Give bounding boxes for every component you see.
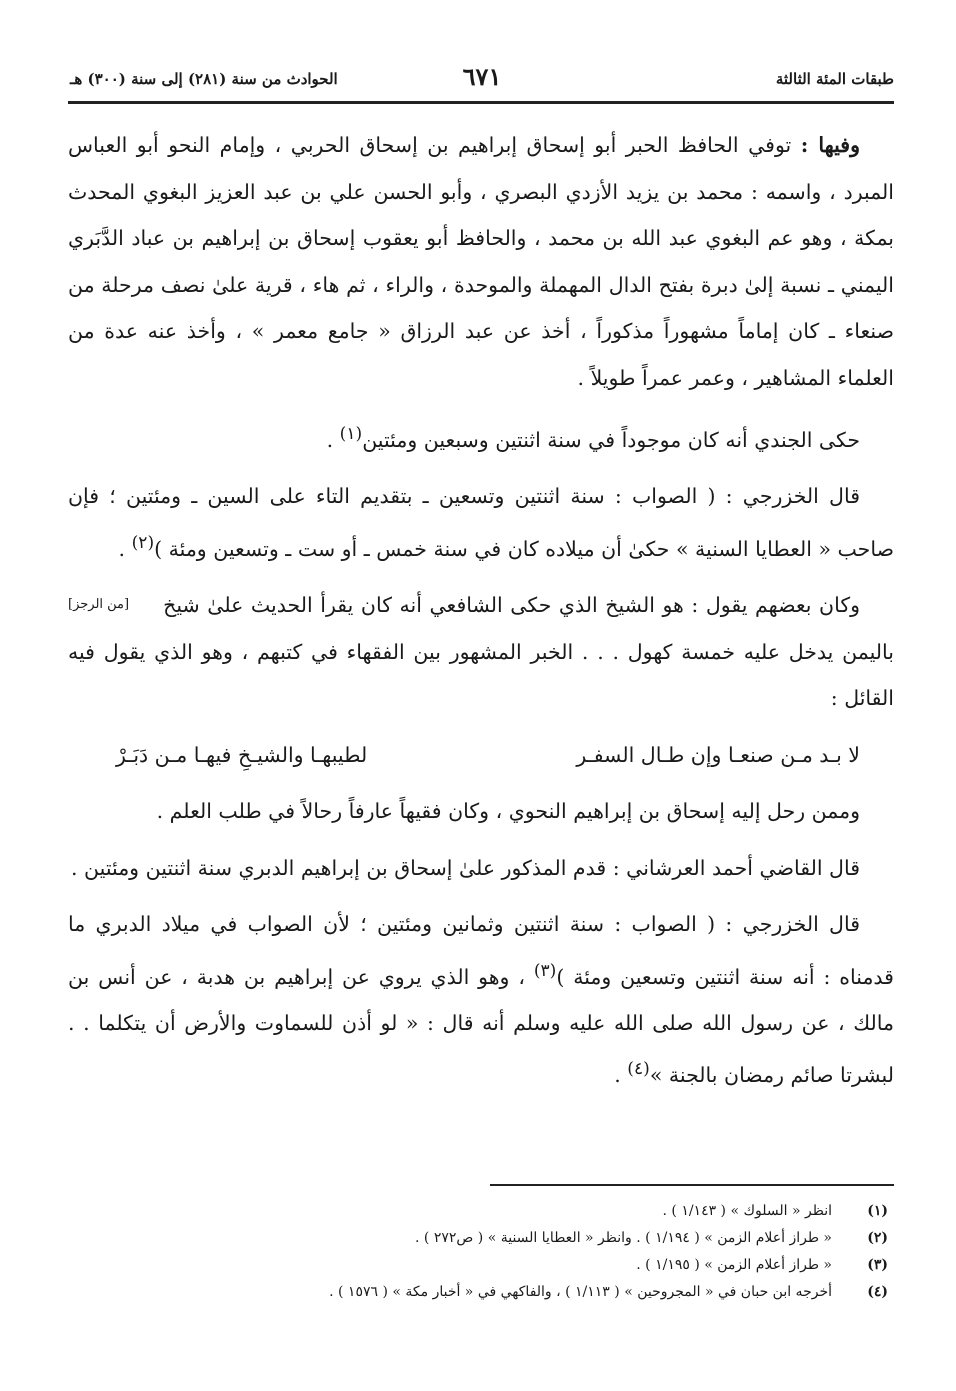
page-number: ٦٧١	[462, 62, 502, 91]
paragraph-1	[68, 122, 894, 401]
paragraph-3-text: قال الخزرجي : ( الصواب : سنة اثنتين وتسعين ـ بتقديم التاء على السين ـ ومئتين ؛ فإن صاحب « العطايا السنية » حكىٰ أن ميلاده كان في سنة خمس ـ أو ست ـ وتسعين ومئة )	[68, 484, 894, 561]
paragraph-lead-word: وفيها :	[800, 133, 860, 157]
paragraph-3-end: .	[118, 536, 132, 561]
verse-first-hemistich: لا بـد مـن صنعـا وإن طـال السفـر	[576, 742, 860, 767]
paragraph-7-text-a: قال الخزرجي : ( الصواب : سنة اثنتين وثمانين ومئتين ؛ لأن الصواب في ميلاد الدبري ما قدمناه : أنه سنة اثنتين وتسعين ومئة )	[68, 912, 894, 989]
paragraph-7-end: .	[614, 1063, 628, 1088]
footnote-divider	[490, 1184, 894, 1186]
footnote-item	[68, 1225, 894, 1252]
paragraph-2-end: .	[326, 427, 340, 452]
poetry-verse	[68, 732, 894, 779]
footnote-ref-3[interactable]: (٣)	[533, 960, 557, 981]
paragraph-6: قال القاضي أحمد العرشاني : قدم المذكور علىٰ إسحاق بن إبراهيم الدبري سنة اثنتين ومئتين .	[71, 855, 860, 880]
footnote-text: انظر « السلوك » ( ١/١٤٣ ) .	[662, 1203, 832, 1219]
paragraph-3	[68, 473, 894, 572]
paragraph-4-text: وكان بعضهم يقول : هو الشيخ الذي حكى الشافعي أنه كان يقرأ الحديث علىٰ شيخ باليمن يدخل عليه خمسة كهول . . . الخبر المشهور بين الفقهاء في كتبهم ، وهو الذي يقول فيه القائل :	[68, 593, 894, 711]
header-chapter-range: الحوادث من سنة (٢٨١) إلى سنة (٣٠٠) هـ	[70, 70, 338, 88]
header-divider	[68, 101, 894, 104]
paragraph-2	[68, 411, 894, 463]
footnote-text: أخرجه ابن حبان في « المجروحين » ( ١/١١٣ ) ، والفاكهي في « أخبار مكة » ( ١٥٧٦ ) .	[329, 1284, 832, 1300]
header-book-section: طبقات المئة الثالثة	[775, 70, 894, 88]
paragraph-2-text: حكى الجندي أنه كان موجوداً في سنة اثنتين وسبعين ومئتين	[362, 427, 860, 452]
footnote-item	[68, 1198, 894, 1225]
footnote-number: (٢)	[867, 1230, 888, 1246]
running-header	[70, 62, 894, 102]
footnotes	[68, 1198, 894, 1306]
paragraph-7	[68, 901, 894, 1099]
verse-meter-label: [من الرجز]	[68, 597, 130, 613]
footnote-number: (٣)	[867, 1257, 888, 1273]
paragraph-7-text-b: ، وهو الذي يروي عن إبراهيم بن هدبة ، عن أنس بن مالك ، عن رسول الله صلى الله عليه وسلم أنه قال : « لو أذن للسماوت والأرض أن يتكلما . . لبشرتا صائم رمضان بالجنة »	[68, 964, 894, 1088]
paragraph-4	[68, 582, 894, 722]
footnote-ref-2[interactable]: (٢)	[131, 532, 155, 553]
footnote-text: « طراز أعلام الزمن » ( ١/١٩٤ ) . وانظر « العطايا السنية » ( ص٢٧٢ ) .	[415, 1230, 832, 1246]
footnote-number: (٤)	[867, 1284, 888, 1300]
paragraph-1-text: توفي الحافظ الحبر أبو إسحاق إبراهيم بن إسحاق الحربي ، وإمام النحو أبو العباس المبرد ، واسمه : محمد بن يزيد الأزدي البصري ، وأبو الحسن علي بن عبد العزيز البغوي المحدث بمكة ، وهو عم البغوي عبد الله بن محمد ، والحافظ أبو يعقوب إسحاق بن إبراهيم بن عباد الدَّبَري اليمني ـ نسبة إلىٰ دبرة بفتح الدال المهملة والموحدة ، والراء ، ثم هاء ، قرية علىٰ نصف مرحلة من صنعاء ـ كان إماماً مشهوراً مذكوراً ، أخذ عن عبد الرزاق « جامع معمر » ، وأخذ عنه عدة من العلماء المشاهير ، وعمر عمراً طويلاً .	[68, 133, 894, 390]
paragraph-5: وممن رحل إليه إسحاق بن إبراهيم النحوي ، وكان فقيهاً عارفاً رحالاً في طلب العلم .	[156, 799, 860, 824]
verse-second-hemistich: لطيبهـا والشيـخِ فيهـا مـن دَبَـرْ	[116, 742, 368, 767]
footnote-ref-1[interactable]: (١)	[339, 424, 363, 444]
footnote-item	[68, 1252, 894, 1279]
footnote-ref-4[interactable]: (٤)	[627, 1059, 650, 1080]
footnote-number: (١)	[867, 1203, 888, 1219]
footnote-item	[68, 1279, 894, 1306]
main-text	[68, 122, 894, 1109]
footnote-text: « طراز أعلام الزمن » ( ١/١٩٥ ) .	[636, 1257, 832, 1273]
